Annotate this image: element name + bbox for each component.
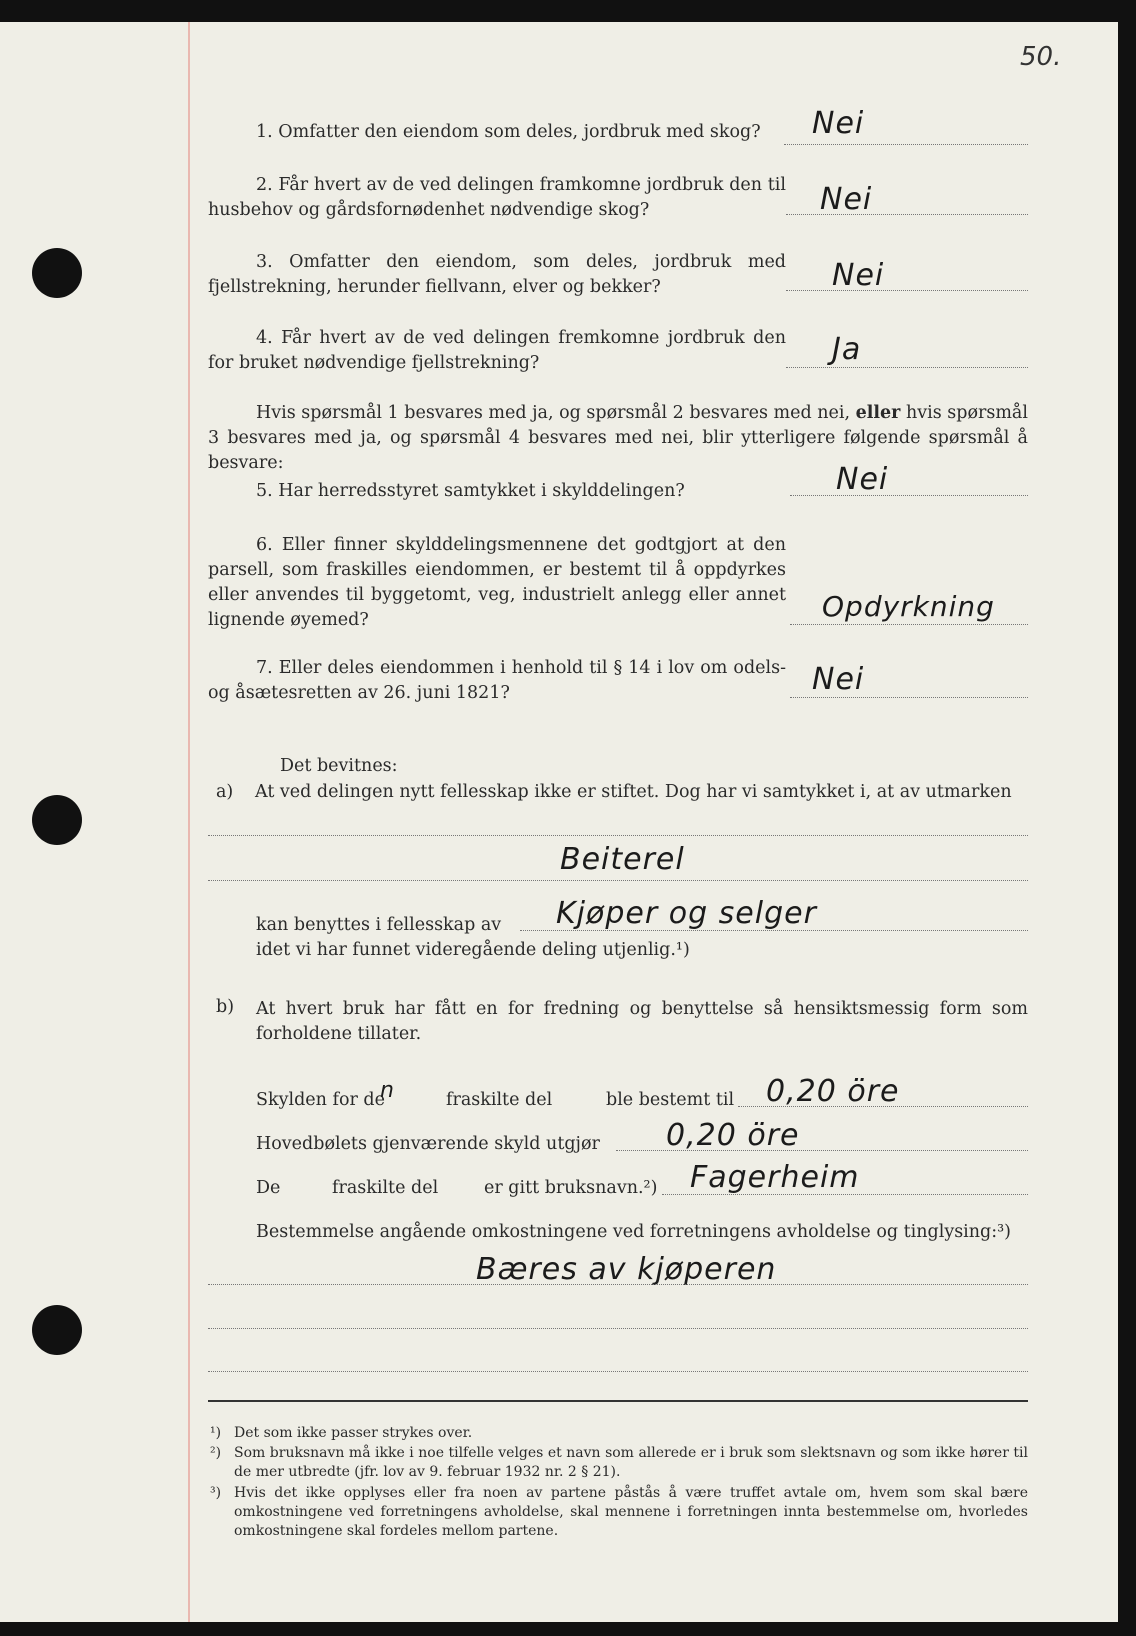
certify-heading: Det bevitnes: xyxy=(280,756,398,776)
shared-reason: idet vi har funnet videregående deling utjenlig.¹) xyxy=(256,940,690,960)
question-1: 1. Omfatter den eiendom som deles, jordbruk med skog? xyxy=(256,122,761,142)
question-4: 4. Får hvert av de ved delingen fremkomne jordbruk den for bruket nødvendige fjellstrekning? xyxy=(208,328,786,373)
answer-line-4 xyxy=(786,367,1028,368)
question-7: 7. Eller deles eiendommen i henhold til § 14 i lov om odels- og åsætesretten av 26. juni 1821? xyxy=(208,658,786,703)
conditional-text xyxy=(208,401,1028,476)
footnote-divider xyxy=(208,1400,1028,1402)
skyld-line1-value: 0,20 öre xyxy=(766,1074,900,1109)
footnote-mark: ²) xyxy=(210,1445,222,1461)
handwritten-kjoper-selger: Kjøper og selger xyxy=(556,896,817,931)
page-number: 50. xyxy=(1020,42,1062,72)
footnote-mark: ³) xyxy=(210,1485,222,1501)
certify-a-text: At ved delingen nytt fellesskap ikke er stiftet. Dog har vi samtykket i, at av utmarken xyxy=(255,782,1012,802)
conditional-bold: eller xyxy=(855,403,901,423)
answer-3: Nei xyxy=(832,258,885,293)
skyld-line1-c: ble bestemt til xyxy=(606,1090,735,1110)
document-page xyxy=(0,22,1118,1622)
margin-line xyxy=(188,22,190,1622)
footnote-text: Det som ikke passer strykes over. xyxy=(234,1425,473,1441)
blank-line xyxy=(208,880,1028,881)
certify-b-text: At hvert bruk har fått en for fredning og benyttelse så hensiktsmessig form som forholdene tillater. xyxy=(256,999,1028,1044)
answer-1: Nei xyxy=(812,106,865,141)
skyld-line3-b: fraskilte del xyxy=(332,1178,439,1198)
conditional-part1: Hvis spørsmål 1 besvares med ja, og spørsmål 2 besvares med nei, xyxy=(256,403,851,423)
skyld-line3-c: er gitt bruksnavn.²) xyxy=(484,1178,658,1198)
blank-line xyxy=(208,1284,1028,1285)
skyld-line2: Hovedbølets gjenværende skyld utgjør xyxy=(256,1134,600,1154)
answer-line-3 xyxy=(786,290,1028,291)
answer-2: Nei xyxy=(820,182,873,217)
question-2: 2. Får hvert av de ved delingen framkomne jordbruk den til husbehov og gårdsfornødenhet nødvendige skog? xyxy=(208,175,786,220)
answer-line-7 xyxy=(790,697,1028,698)
footnote-3 xyxy=(210,1484,1028,1541)
handwritten-beiterel: Beiterel xyxy=(560,842,685,877)
skyld-line1-a: Skylden for de xyxy=(256,1090,385,1110)
skyld-line4-value: Bæres av kjøperen xyxy=(476,1252,777,1287)
skyld-line1-n: n xyxy=(380,1078,395,1103)
footnote-2 xyxy=(210,1444,1028,1482)
blank-line xyxy=(208,1371,1028,1372)
question-3: 3. Omfatter den eiendom, som deles, jordbruk med fjellstrekning, herunder fiellvann, elver og bekker? xyxy=(208,252,786,297)
footnote-text: Som bruksnavn må ikke i noe tilfelle velges et navn som allerede er i bruk som slektsnavn og som ikke hører til de mer utbredte (jfr. lov av 9. februar 1932 nr. 2 § 21). xyxy=(234,1445,1028,1480)
question-5: 5. Har herredsstyret samtykket i skylddelingen? xyxy=(256,481,685,501)
answer-5: Nei xyxy=(836,462,889,497)
question-6: 6. Eller finner skylddelingsmennene det godtgjort at den parsell, som fraskilles eiendommen, er bestemt til å oppdyrkes eller anvendes til byggetomt, veg, industrielt anlegg eller annet lignende øyemed? xyxy=(208,535,786,630)
certify-a-label: a) xyxy=(216,782,234,802)
certify-b-label: b) xyxy=(216,997,235,1017)
punch-hole xyxy=(32,1305,82,1355)
shared-label: kan benyttes i fellesskap av xyxy=(256,915,502,935)
footnote-1 xyxy=(210,1424,1028,1443)
answer-7: Nei xyxy=(812,662,865,697)
answer-6: Opdyrkning xyxy=(822,590,995,623)
blank-line xyxy=(208,1328,1028,1329)
answer-4: Ja xyxy=(832,332,862,367)
skyld-line1-b: fraskilte del xyxy=(446,1090,553,1110)
skyld-line2-value: 0,20 öre xyxy=(666,1118,800,1153)
answer-line-6 xyxy=(790,624,1028,625)
answer-line-5 xyxy=(790,495,1028,496)
skyld-line3-value: Fagerheim xyxy=(690,1160,860,1195)
blank-line xyxy=(208,835,1028,836)
footnote-text: Hvis det ikke opplyses eller fra noen av partene påstås å være truffet avtale om, hvem som skal bære omkostningene ved forretningens avholdelse, skal mennene i forretningen innta bestemmelse om, hvorledes omkostningene skal fordeles mellom partene. xyxy=(234,1485,1028,1539)
punch-hole xyxy=(32,248,82,298)
skyld-line4: Bestemmelse angående omkostningene ved forretningens avholdelse og tinglysing:³) xyxy=(256,1222,1011,1242)
footnote-mark: ¹) xyxy=(210,1425,222,1441)
punch-hole xyxy=(32,795,82,845)
answer-line-1 xyxy=(784,144,1028,145)
conditional-part2: hvis spørsmål 3 besvares med ja, og spørsmål 4 besvares med nei, blir ytterligere følgende spørsmål å besvare: xyxy=(208,403,1028,473)
skyld-line3-a: De xyxy=(256,1178,281,1198)
